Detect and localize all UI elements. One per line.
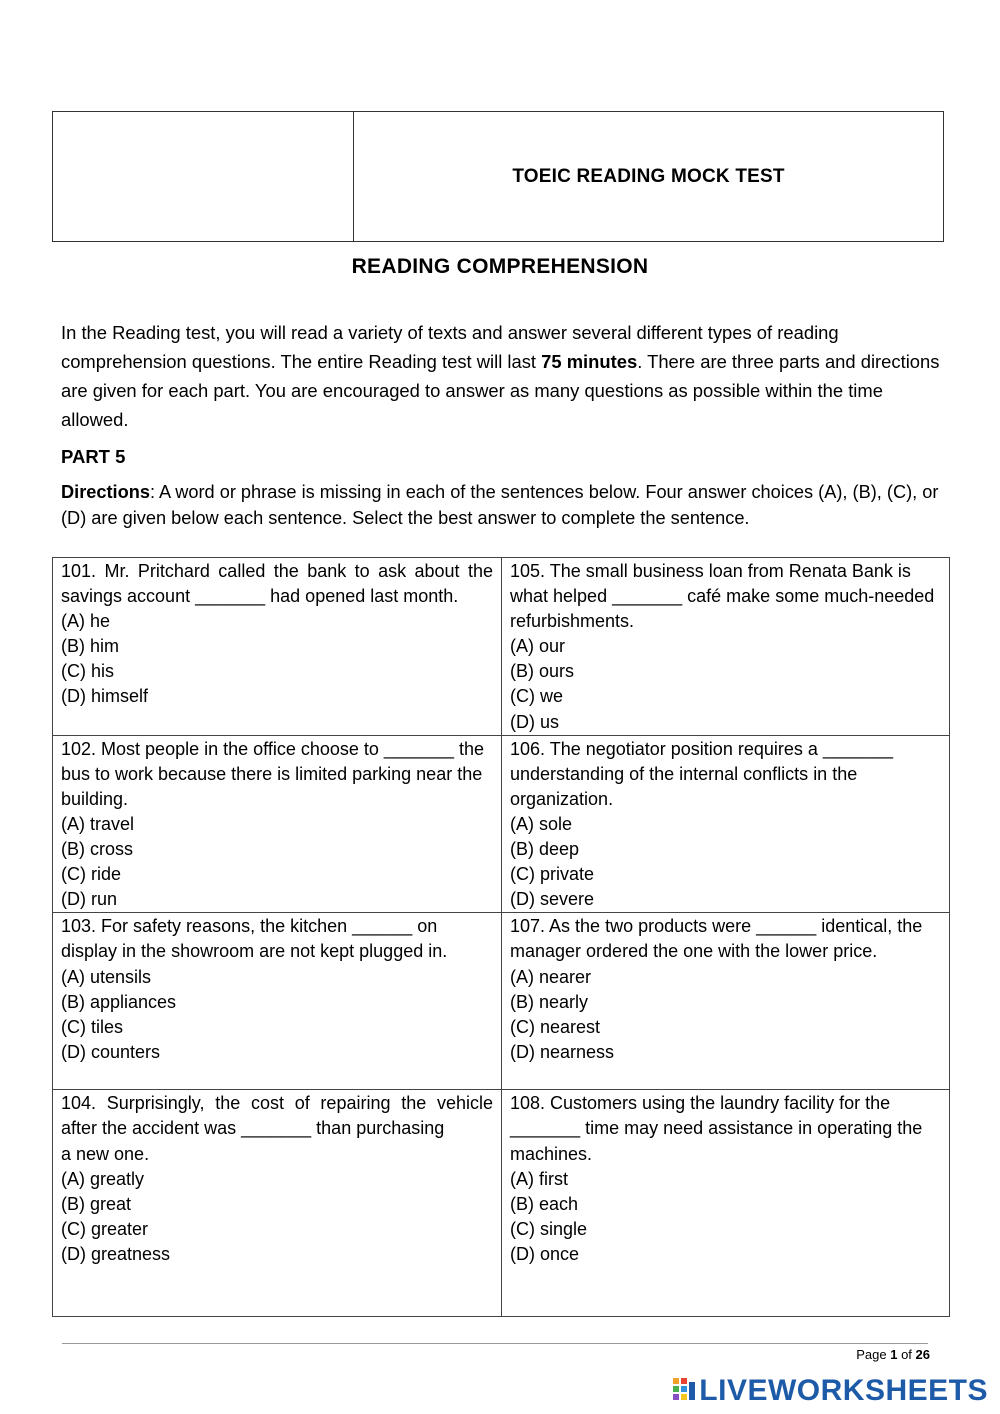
answer-option[interactable]: (B) each bbox=[510, 1193, 579, 1214]
question-107 bbox=[502, 913, 950, 1090]
question-101 bbox=[53, 558, 502, 736]
question-text: 108. Customers using the laundry facility for the _______ time may need assistance in operating the machines. bbox=[510, 1093, 923, 1164]
answer-option[interactable]: (D) us bbox=[510, 711, 559, 732]
answer-option[interactable]: (A) sole bbox=[510, 813, 573, 834]
intro-duration: 75 minutes bbox=[541, 351, 638, 372]
intro-text-start: In the Reading test, you will read a variety of texts and answer several different types of reading comprehension questions. The entire Reading test will last bbox=[61, 322, 839, 372]
question-text: 104. Surprisingly, the cost of repairing the vehicle after the accident was _______ than purchasing bbox=[61, 1093, 493, 1139]
question-108 bbox=[502, 1090, 950, 1317]
question-104 bbox=[53, 1090, 502, 1317]
header-logo-cell bbox=[53, 112, 354, 241]
answer-option[interactable]: (B) great bbox=[61, 1193, 132, 1214]
answer-option[interactable]: (B) him bbox=[61, 636, 119, 657]
liveworksheets-logo[interactable] bbox=[673, 1374, 988, 1408]
answer-option[interactable]: (C) private bbox=[510, 864, 595, 885]
answer-option[interactable]: (C) nearest bbox=[510, 1016, 601, 1037]
answer-option[interactable]: (B) cross bbox=[61, 839, 133, 860]
intro-paragraph bbox=[61, 318, 941, 434]
question-105 bbox=[502, 558, 950, 736]
answer-option[interactable]: (C) ride bbox=[61, 864, 122, 885]
of-word: of bbox=[901, 1347, 912, 1362]
answer-option[interactable]: (A) he bbox=[61, 611, 111, 632]
page-word: Page bbox=[856, 1347, 887, 1362]
answer-option[interactable]: (C) greater bbox=[61, 1218, 149, 1239]
directions-label: Directions bbox=[61, 482, 150, 502]
answer-option[interactable]: (D) run bbox=[61, 889, 118, 910]
directions-text: : A word or phrase is missing in each of the sentences below. Four answer choices (A), (B), (C), or (D) are given below each sentence. Select the best answer to complete the sentence. bbox=[61, 482, 939, 528]
question-103 bbox=[53, 913, 502, 1090]
table-row bbox=[53, 913, 950, 1090]
answer-option[interactable]: (A) our bbox=[510, 636, 566, 657]
question-text: 106. The negotiator position requires a _______ understanding of the internal conflicts in the organization. bbox=[510, 738, 893, 809]
footer-divider bbox=[62, 1343, 928, 1344]
answer-option[interactable]: (A) greatly bbox=[61, 1168, 145, 1189]
liveworksheets-wordmark: LIVEWORKSHEETS bbox=[699, 1374, 988, 1407]
answer-option[interactable]: (D) himself bbox=[61, 686, 149, 707]
header-title: TOEIC READING MOCK TEST bbox=[512, 165, 785, 187]
answer-option[interactable]: (C) his bbox=[61, 661, 114, 682]
answer-option[interactable]: (B) deep bbox=[510, 839, 580, 860]
question-text: 107. As the two products were ______ identical, the manager ordered the one with the lower price. bbox=[510, 916, 923, 962]
question-text: 105. The small business loan from Renata Bank is what helped _______ café make some much-needed refurbishments. bbox=[510, 561, 935, 632]
answer-option[interactable]: (D) nearness bbox=[510, 1041, 615, 1062]
answer-option[interactable]: (D) greatness bbox=[61, 1243, 171, 1264]
directions-paragraph bbox=[61, 479, 946, 531]
part-label: PART 5 bbox=[61, 446, 126, 467]
answer-option[interactable]: (A) travel bbox=[61, 813, 135, 834]
table-row bbox=[53, 558, 950, 736]
page-total: 26 bbox=[915, 1347, 930, 1362]
questions-table bbox=[52, 557, 950, 1317]
answer-option[interactable]: (D) once bbox=[510, 1243, 580, 1264]
answer-option[interactable]: (A) first bbox=[510, 1168, 568, 1189]
answer-option[interactable]: (B) ours bbox=[510, 661, 575, 682]
header-title-cell bbox=[354, 112, 943, 241]
answer-option[interactable]: (B) nearly bbox=[510, 991, 589, 1012]
question-text: 102. Most people in the office choose to _______ the bus to work because there is limited parking near the building. bbox=[61, 738, 484, 809]
page-number bbox=[856, 1347, 930, 1362]
intro-text-end: . There are three parts and directions are given for each part. You are encouraged to answer as many questions as possible within the time allowed. bbox=[61, 351, 940, 430]
page-current: 1 bbox=[890, 1347, 898, 1362]
liveworksheets-icon bbox=[673, 1376, 695, 1406]
question-102 bbox=[53, 735, 502, 913]
answer-option[interactable]: (D) severe bbox=[510, 889, 595, 910]
section-title: READING COMPREHENSION bbox=[351, 255, 649, 278]
answer-option[interactable]: (B) appliances bbox=[61, 991, 177, 1012]
header-box bbox=[52, 111, 944, 242]
table-row bbox=[53, 735, 950, 913]
question-text: 101. Mr. Pritchard called the bank to ask about the savings account _______ had opened last month. bbox=[61, 561, 493, 607]
answer-option[interactable]: (D) counters bbox=[61, 1041, 161, 1062]
question-text-continued: a new one. bbox=[61, 1143, 150, 1164]
answer-option[interactable]: (C) tiles bbox=[61, 1016, 123, 1037]
question-106 bbox=[502, 735, 950, 913]
answer-option[interactable]: (C) single bbox=[510, 1218, 588, 1239]
answer-option[interactable]: (C) we bbox=[510, 686, 563, 707]
answer-option[interactable]: (A) nearer bbox=[510, 966, 592, 987]
answer-option[interactable]: (A) utensils bbox=[61, 966, 152, 987]
table-row bbox=[53, 1090, 950, 1317]
question-text: 103. For safety reasons, the kitchen ______ on display in the showroom are not kept plugged in. bbox=[61, 916, 448, 962]
